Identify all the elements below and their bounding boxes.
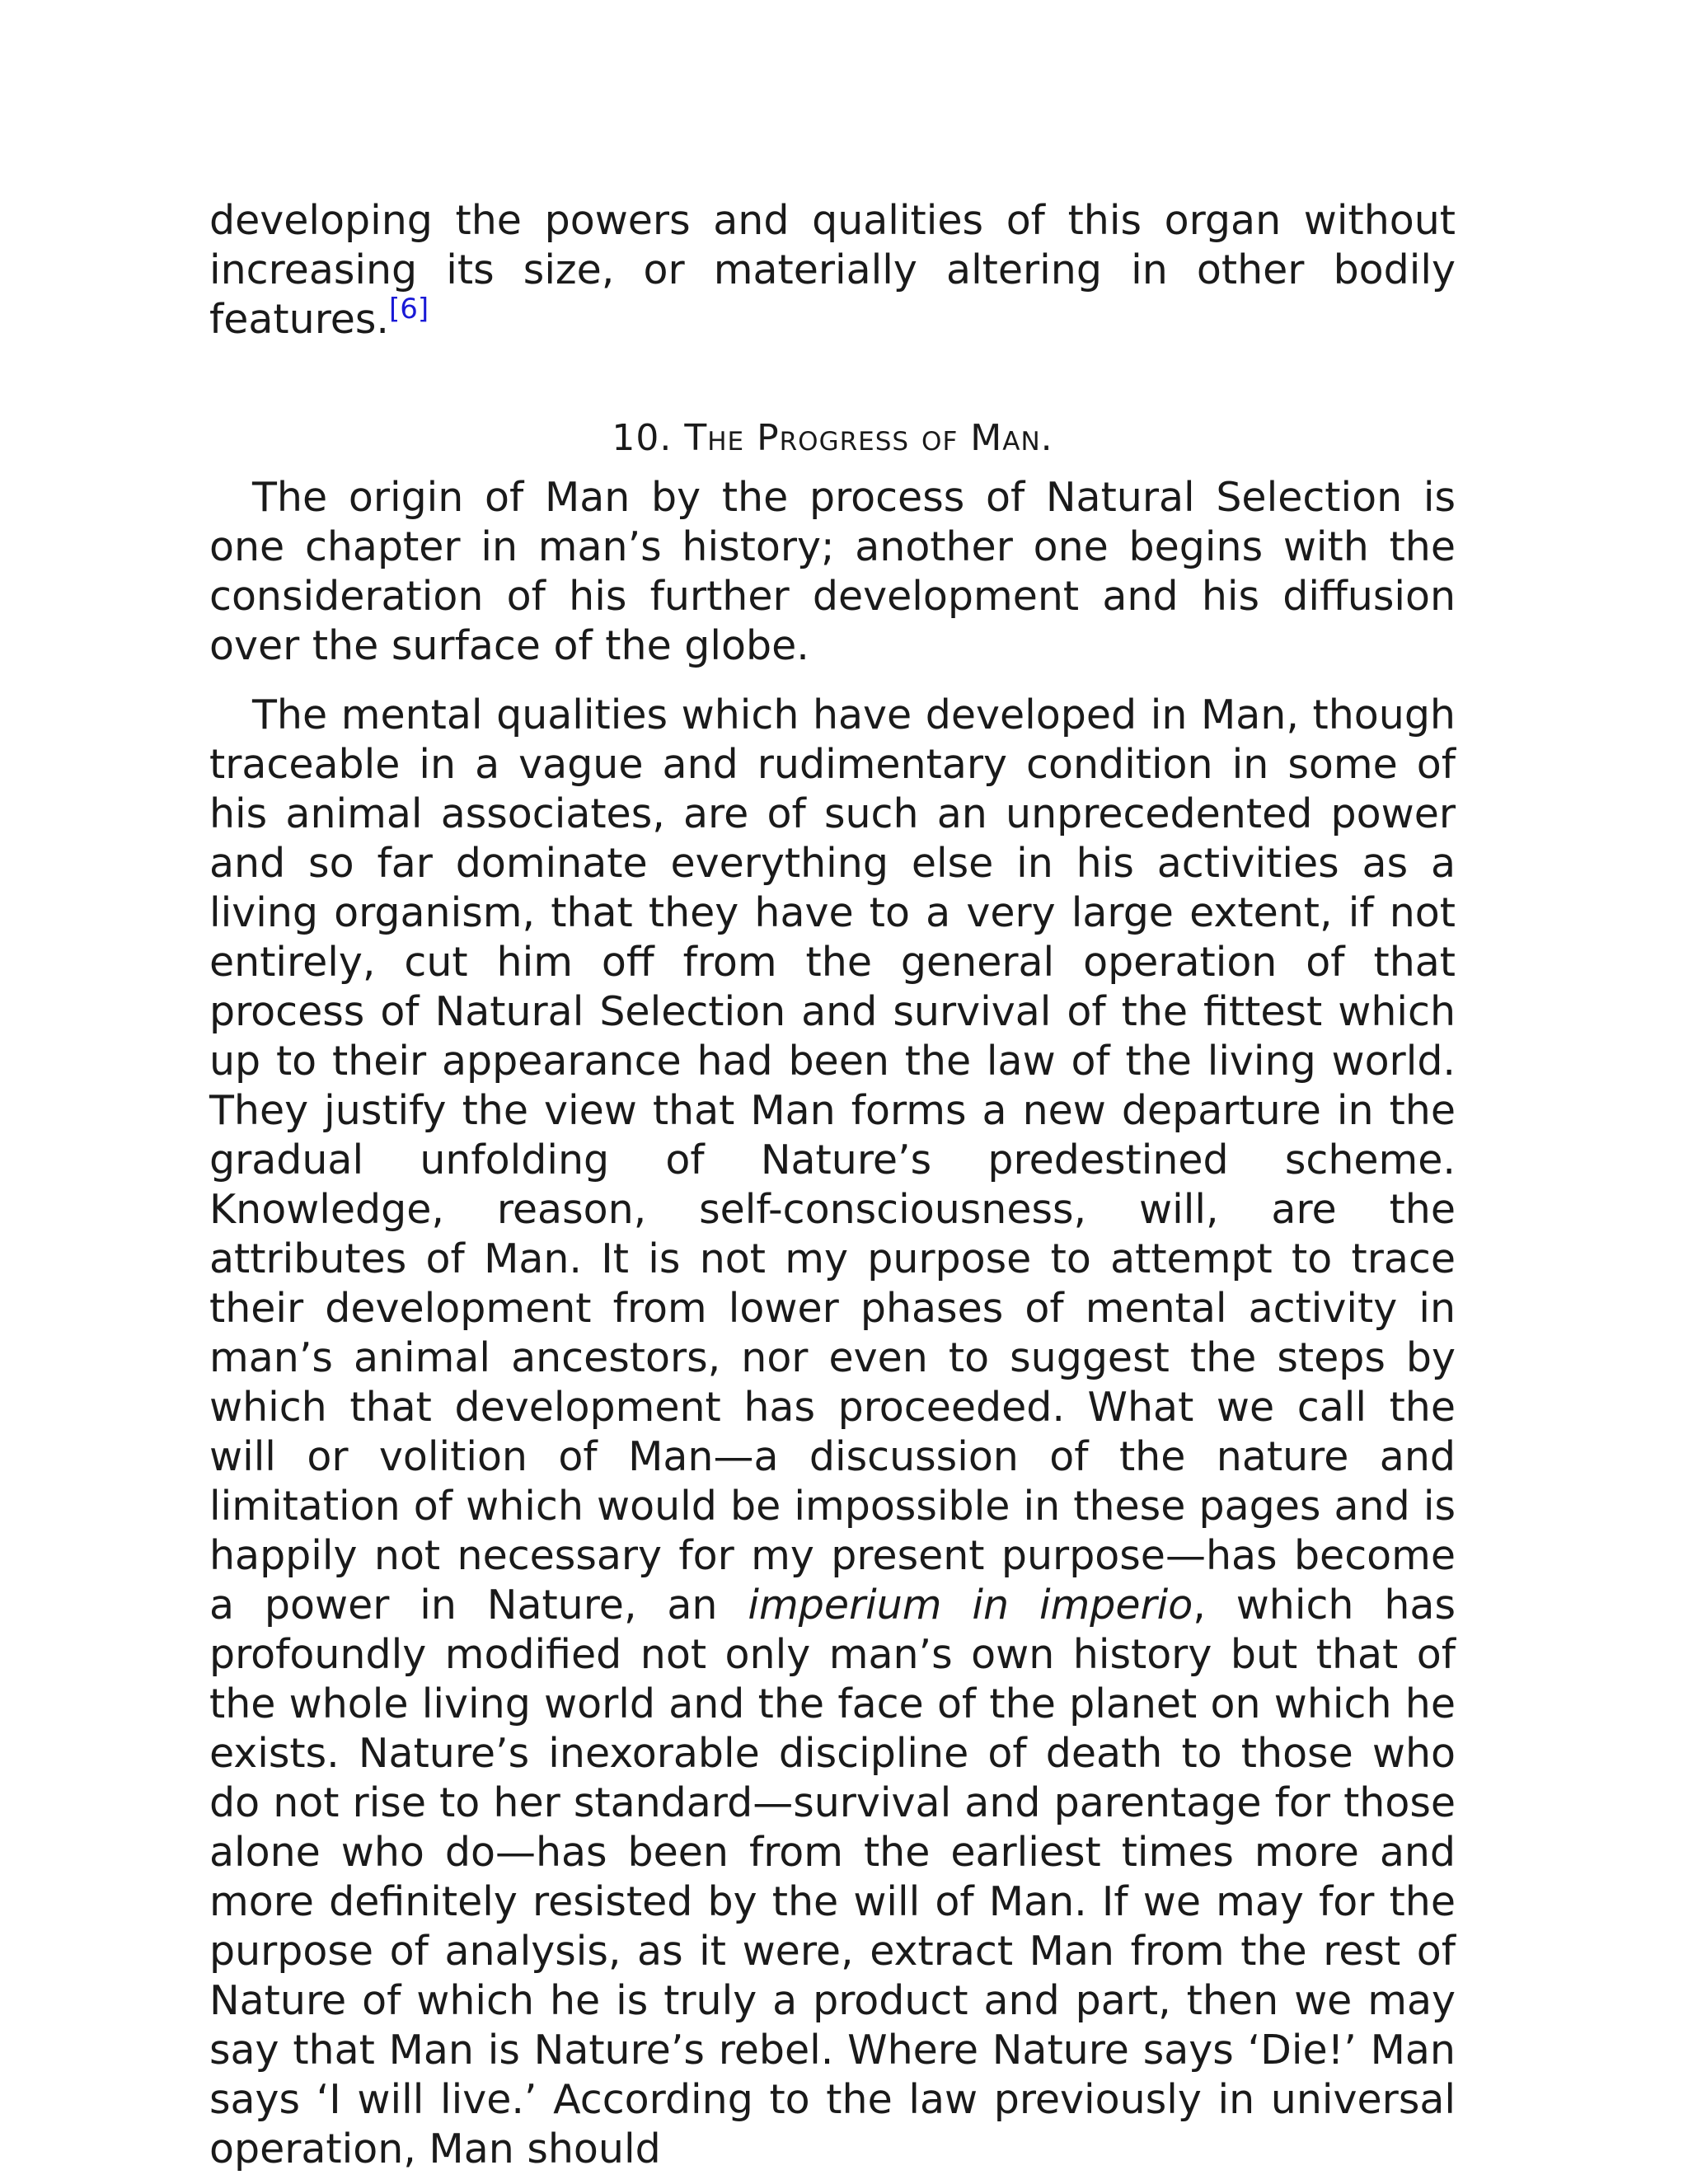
paragraph-text-part-2: , which has profoundly modified not only man’s own history but that of the whole living world and the face of the planet on which he exists. Nature’s inexorable discipline of death to those who do not rise to her standard—survival and parentage for those alone who do—has been from the earliest times more and more definitely resisted by the will of Man. If we may for the purpose of analysis, as it were, extract Man from the rest of Nature of which he is truly a product and part, then we may say that Man is Nature’s rebel. Where Nature says ‘Die!’ Man says ‘I will live.’ According to the law previously in universal operation, Man should [209, 1582, 1456, 2172]
page-body [209, 196, 1456, 2174]
paragraph-continued [209, 196, 1456, 344]
paragraph-mental-qualities [209, 691, 1456, 2174]
paragraph-spacer [209, 671, 1456, 691]
paragraph-text-part-1: The mental qualities which have developed in Man, though traceable in a vague and rudimentary condition in some of his animal associates, are of such an unprecedented power and so far dominate everything else in his activities as a living organism, that they have to a very large extent, if not entirely, cut him off from the general operation of that process of Natural Selection and survival of the fittest which up to their appearance had been the law of the living world. They justify the view that Man forms a new departure in the gradual unfolding of Nature’s predestined scheme. Knowledge, reason, self-consciousness, will, are the attributes of Man. It is not my purpose to attempt to trace their development from lower phases of mental activity in man’s animal ancestors, nor even to suggest the steps by which that development has proceeded. What we call the will or volition of Man—a discussion of the nature and limitation of which would be impossible in these pages and is happily not necessary for my present purpose—has become a power in Nature, an [209, 691, 1456, 1629]
footnote-link-6[interactable]: [6] [389, 293, 429, 326]
paragraph-origin-of-man: The origin of Man by the process of Natural Selection is one chapter in man’s history; another one begins with the consideration of his further development and his diffusion over the surface of the globe. [209, 474, 1456, 669]
paragraph-continued-text: developing the powers and qualities of this organ without increasing its size, or materially altering in other bodily features. [209, 197, 1456, 343]
section-heading: 10. The Progress of Man. [612, 417, 1053, 459]
italic-phrase: imperium in imperio [748, 1582, 1193, 1629]
